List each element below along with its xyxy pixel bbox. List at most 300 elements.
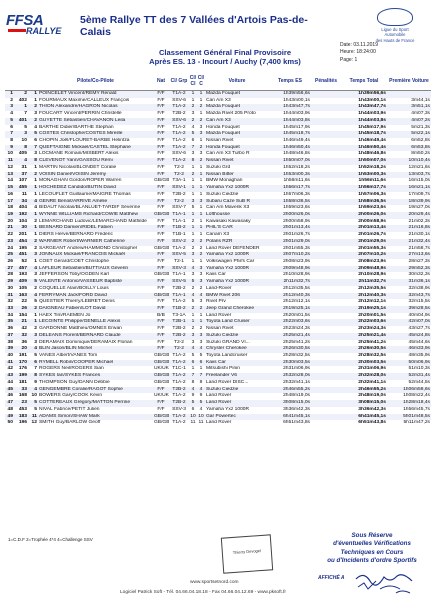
cell-col-number: 404 — [18, 205, 27, 211]
cell-col-class-group: T1A-2 — [172, 138, 186, 144]
cell-col-class-group: T1A-2 — [172, 420, 186, 426]
cell-col-class-class: 5 — [191, 299, 195, 305]
cell-col-rank: 45 — [5, 387, 14, 394]
cell-col-number: 451 — [14, 252, 28, 259]
cell-col-penalties — [311, 111, 341, 118]
cell-col-time-es: 1h45m18,7s — [269, 131, 311, 138]
cell-col-group-rank: 8 — [28, 373, 38, 380]
cell-col-rank: 41 — [5, 360, 14, 367]
cell-col-class-class: 5 — [189, 131, 197, 138]
header-col-class-class: Cl/ Cl — [189, 72, 197, 91]
cell-col-class-group: T2-2 — [169, 172, 189, 179]
cell-col-class-group: T1A-2 — [169, 104, 189, 111]
table-row — [5, 138, 431, 145]
cell-col-class-group: T1A-1 — [169, 293, 189, 300]
cell-col-nat: F/F — [157, 191, 165, 197]
header-col-number — [14, 72, 28, 91]
cell-col-total-time: 1h44m03,9s — [358, 111, 386, 117]
cell-col-car: Yamaha Yxz 1000R — [205, 279, 269, 286]
cell-col-total-time: 2h23m24,3s — [358, 326, 386, 332]
cell-col-class-c: 1 — [197, 212, 205, 219]
cell-col-rank: 23 — [5, 239, 14, 246]
cell-col-number: 31 — [21, 164, 27, 170]
cell-col-car: Nissan Bitter — [205, 172, 269, 179]
cell-col-group-rank: 2 — [28, 239, 38, 246]
cell-col-class-class: 2 — [191, 326, 195, 332]
cell-col-class-class: 3 — [191, 111, 195, 117]
cell-col-car: Land Rover DEFENDER — [206, 245, 260, 251]
cell-col-rank: 21 — [5, 225, 14, 232]
cell-col-time-es: 2h46m55,2s — [269, 387, 311, 394]
cell-col-class-group: T1A-2 — [169, 131, 189, 138]
cell-col-number: 36 — [21, 339, 27, 345]
cell-col-time-es: 1h52m18,2s — [283, 164, 310, 170]
reserve-line: ou d'Incidents d'ordre Sportifs — [327, 557, 417, 565]
cell-col-total-time: 1h45m18,7s — [341, 131, 387, 138]
table-row — [5, 199, 431, 206]
cell-col-rank: 31 — [5, 293, 14, 300]
cell-col-time-es: 2h30m03,5s — [269, 360, 311, 367]
cell-col-gap: 5m21,3s — [411, 124, 430, 130]
cell-col-rank: 4 — [10, 111, 13, 117]
cell-col-rank: 48 — [7, 406, 13, 412]
cell-col-rank: 42 — [7, 366, 13, 372]
cell-col-penalties — [311, 252, 341, 259]
reserve-line: Techniques en Cours — [340, 548, 404, 556]
cell-col-driver: GENRE Benoit/ARRIVE Amélie — [38, 199, 153, 206]
cell-col-group-rank: 3 — [28, 252, 38, 259]
cell-col-driver: COQUELLE Alain/BOILLY Louis — [39, 285, 109, 291]
cell-col-number: 42 — [21, 326, 27, 332]
cell-col-total-time: 1h52m18,2s — [358, 164, 386, 170]
cell-col-class-group: T1B-2 — [169, 306, 189, 313]
table-row — [5, 266, 431, 273]
header-col-driver: Pilote/Co-Pilote — [38, 72, 153, 91]
logo-text: FFSA — [6, 12, 44, 29]
header-col-time-es: Temps ES — [269, 72, 311, 91]
cell-col-total-time: 1h43m47,7s — [341, 104, 387, 111]
cell-col-driver: MARTIN Nicolas/BLONDET Coralie — [39, 164, 117, 170]
cell-col-total-time: 2h25m41,2s — [358, 339, 386, 345]
cell-col-group-rank: 10 — [31, 393, 37, 399]
page-label: Page: 1 — [340, 56, 358, 63]
cell-col-car: Gar Powertec — [205, 414, 269, 421]
cell-col-nat: F/F — [153, 118, 169, 125]
cell-col-group-rank: 6 — [34, 138, 37, 144]
cell-col-nat: F/F — [153, 400, 169, 407]
cell-col-penalties — [311, 199, 341, 206]
cell-col-total-time: 2h00m26,0s — [341, 212, 387, 219]
cell-col-class-c: 4 — [199, 406, 203, 412]
cell-col-group-rank: 1 — [28, 319, 38, 326]
cell-col-group-rank: 2 — [28, 118, 38, 125]
cell-col-rank: 15 — [5, 185, 14, 192]
cell-col-time-es: 1h56m17,7s — [269, 185, 311, 192]
cell-col-gap: 3m51,1s — [387, 104, 431, 111]
cell-col-class-group: T2B-2 — [169, 400, 189, 407]
cell-col-number: 401 — [14, 118, 28, 125]
cell-col-penalties — [311, 340, 341, 347]
table-row — [5, 380, 431, 387]
cell-col-car: Yamaha Yxz 1000R — [206, 406, 250, 412]
table-row — [5, 125, 431, 132]
cell-col-penalties — [311, 192, 341, 199]
cell-col-rank: 32 — [7, 299, 13, 305]
cell-col-time-es: 1h43m00,1s — [283, 97, 310, 103]
cell-col-total-time: 2h12m35,5s — [358, 285, 386, 291]
cell-col-class-group: T1A-2 — [172, 245, 186, 251]
cell-col-class-c: 2 — [197, 158, 205, 165]
reserve-line: d'éventuelles Vérifications — [333, 540, 411, 548]
cell-col-time-es: 1h57m06,3s — [283, 191, 310, 197]
cell-col-total-time: 2h08m23,9s — [358, 258, 386, 264]
cell-col-rank: 9 — [5, 145, 14, 152]
cell-col-gap: 17m09,7s — [408, 191, 430, 197]
cell-col-gap: 40m04,9s — [408, 312, 430, 318]
cell-col-class-group: T1A-2 — [172, 124, 186, 130]
cell-col-gap: 32m15,5s — [408, 299, 430, 305]
cell-col-total-time: 1h44m03,8s — [341, 118, 387, 125]
cell-col-penalties — [311, 158, 341, 165]
cell-col-class-group: SSV-5 — [169, 252, 189, 259]
cell-col-gap: 21m58,7s — [408, 245, 430, 251]
cell-col-class-class: 1 — [191, 312, 195, 318]
cell-col-car: Polaris RZR — [205, 239, 269, 246]
cell-col-group-rank: 1 — [34, 178, 37, 184]
cell-col-class-c: 4 — [197, 293, 205, 300]
cell-col-car: Nissan Rivet — [205, 158, 269, 165]
cell-col-group-rank: 5 — [28, 131, 38, 138]
cell-col-number: 107 — [18, 178, 27, 184]
cell-col-group-rank: 4 — [34, 205, 37, 211]
cell-col-car: Lofthousse — [205, 212, 269, 219]
cell-col-nat: GB/GB — [154, 178, 169, 184]
cell-col-class-class: 7 — [189, 145, 197, 152]
cell-col-total-time: 1h57m06,3s — [358, 191, 386, 197]
cell-col-nat: GB/GB — [154, 379, 169, 385]
cell-col-number: 201 — [18, 232, 27, 238]
cell-col-total-time: 2h32m28,0s — [341, 373, 387, 380]
cell-col-driver: THOMPSON Guy/DANN Debbie — [39, 379, 110, 385]
cell-col-gap: 21m02,3s — [408, 218, 430, 224]
classement-subtitle: Après ES. 13 - Incourt / Auchy (7,400 kms) — [149, 57, 301, 67]
cell-col-driver: BLIN Jason/BLIN Michel — [38, 346, 153, 353]
cell-col-penalties — [311, 239, 341, 246]
cell-col-time-es: 2h10m28,9s — [283, 272, 310, 278]
cell-col-group-rank: 5 — [34, 353, 37, 359]
cell-col-group-rank: 1 — [34, 97, 37, 103]
cell-col-class-class: 1 — [191, 366, 195, 372]
table-row — [5, 239, 431, 246]
cell-col-class-c: 1 — [197, 225, 205, 232]
cell-col-class-class: 1 — [189, 185, 197, 192]
cell-col-class-group: T1A-2 — [169, 373, 189, 380]
cell-col-group-rank: 3 — [34, 339, 37, 345]
cell-col-penalties — [311, 178, 341, 185]
cell-col-number: 183 — [14, 414, 28, 421]
cell-col-nat: GB/GB — [154, 292, 169, 298]
cell-col-class-c: 5 — [199, 353, 203, 359]
cell-col-time-es: 2h01m26,7s — [283, 232, 310, 238]
cell-col-penalties — [311, 313, 341, 320]
cell-col-time-es: 1h59m23,6s — [283, 205, 310, 211]
cell-col-number: 196 — [18, 420, 27, 426]
cell-col-rank: 50 — [7, 420, 13, 426]
cell-col-nat: GB/GB — [154, 373, 169, 379]
cell-col-driver: LAFLEUR Sebastien/BUTTIAUX Geverin — [38, 266, 153, 273]
header-col-penalties: Pénalités — [311, 72, 341, 91]
cell-col-class-group: T1B-2 — [169, 225, 189, 232]
cell-col-class-class: 4 — [189, 387, 197, 394]
cell-col-nat: F/F — [153, 387, 169, 394]
cell-col-gap: 6m53,8s — [387, 145, 431, 152]
cell-col-number: 405 — [18, 151, 27, 157]
cell-col-rank: 16 — [7, 191, 13, 197]
cell-col-penalties — [311, 380, 341, 387]
cell-col-class-class: 6 — [191, 406, 195, 412]
cell-col-gap: 29m52,3s — [387, 266, 431, 273]
cell-col-penalties — [311, 205, 341, 212]
cell-col-class-class: 2 — [189, 239, 197, 246]
cell-col-penalties — [311, 360, 341, 367]
cell-col-time-es: 2h19m25,1s — [269, 306, 311, 313]
cell-col-class-class: 3 — [191, 151, 195, 157]
cell-col-penalties — [311, 366, 341, 373]
cell-col-driver: JEFFERSON Toby/OGDEN Karl — [39, 272, 110, 278]
cell-col-total-time: 2h31m06,9s — [358, 366, 386, 372]
footer-text: Logiciel Patrick Soft - Tél. 04.66.04.18.18 - Fax 04.66.04.12.69 - www.pksoft.fr — [120, 590, 287, 595]
cell-col-rank: 19 — [5, 212, 14, 219]
cell-col-gap: 5m22,1s — [387, 131, 431, 138]
table-row — [5, 165, 431, 172]
ffsa-logo — [6, 12, 64, 44]
header-col-group-rank — [28, 72, 38, 91]
cell-col-car: Kaiis Car — [205, 360, 269, 367]
cell-col-class-c: 2 — [199, 285, 203, 291]
cell-col-nat: F/F — [157, 111, 165, 117]
cell-col-class-c: 3 — [197, 279, 205, 286]
cell-col-class-group: T1A-2 — [169, 91, 189, 98]
cell-col-car: Land-Rover — [206, 285, 232, 291]
table-row — [5, 400, 431, 407]
cell-col-rank: 22 — [7, 232, 13, 238]
cell-col-nat: F/F — [157, 232, 165, 238]
cell-col-class-c: 2 — [199, 245, 203, 251]
cell-col-class-c: 2 — [197, 118, 205, 125]
cell-col-total-time: 2h01m55,3s — [358, 245, 386, 251]
cell-col-group-rank: 1 — [34, 164, 37, 170]
cell-col-number: 170 — [14, 360, 28, 367]
cell-col-number: 34 — [14, 199, 28, 206]
cell-col-gap: 21m16,8s — [387, 225, 431, 232]
cell-col-car: Land Rover DISC... — [206, 379, 249, 385]
cell-col-nat: F/F — [157, 326, 165, 332]
cell-col-car: Kawasaki Kawasaky — [206, 218, 251, 224]
cell-col-class-class: 3 — [189, 252, 197, 259]
cell-col-time-es: 2h09m48,9s — [269, 266, 311, 273]
cell-col-driver: RYMELL Robin/COOPER Michael — [38, 360, 153, 367]
cell-col-class-group: T3A-1 — [172, 178, 186, 184]
table-row — [5, 192, 431, 199]
cell-col-group-rank: 4 — [28, 387, 38, 394]
cell-col-nat: GB/GB — [154, 353, 169, 359]
cell-col-nat: F/F — [153, 306, 169, 313]
cell-col-class-class: 1 — [189, 212, 197, 219]
cell-col-group-rank: 4 — [28, 266, 38, 273]
cell-col-nat: F/F — [157, 97, 165, 103]
cell-col-nat: GB/GB — [154, 420, 169, 426]
cell-col-group-rank: 3 — [34, 151, 37, 157]
cell-col-driver: HAEX Tim/RAEMEN Jo — [39, 312, 91, 318]
table-row — [5, 172, 431, 179]
cell-col-gap: 30m32,3s — [408, 272, 430, 278]
cell-col-penalties — [311, 125, 341, 132]
cell-col-class-c: 3 — [197, 131, 205, 138]
cell-col-class-group: T1A-1 — [169, 212, 189, 219]
cell-col-nat: B/B — [157, 312, 165, 318]
cell-col-total-time: 1h45m17,9s — [358, 124, 386, 130]
table-row — [5, 414, 431, 421]
cell-col-class-class: 2 — [191, 285, 195, 291]
cell-col-group-rank: 2 — [28, 172, 38, 179]
cell-col-driver: GARDONNE Matthieu/OMNES Erwan — [39, 326, 122, 332]
cell-col-car: Suzuki Ciedzie — [206, 191, 239, 197]
table-row — [5, 145, 431, 152]
cell-col-rank: 8 — [10, 138, 13, 144]
cell-col-nat: F/F — [153, 185, 169, 192]
cell-col-driver: WYNNE WILLIAMS Richard/COWIE Matthew — [38, 212, 153, 219]
cell-col-class-c: 2 — [197, 306, 205, 313]
cell-col-driver: SYKES Ian/SYKES Frances — [38, 373, 153, 380]
cell-col-nat: F/F — [157, 218, 165, 224]
cell-col-penalties — [311, 333, 341, 340]
cell-col-total-time: 2h12m12,1s — [358, 299, 386, 305]
cell-col-time-es: 2h32m28,0s — [269, 373, 311, 380]
cell-col-gap: 6m52,8s — [411, 138, 430, 144]
cell-col-nat: F/F — [153, 346, 169, 353]
cell-col-car: BMW Rivet 206 — [205, 293, 269, 300]
cell-col-rank: 14 — [7, 178, 13, 184]
cell-col-driver: DERAMAIX Dominique/DERAMAIX Florian — [39, 339, 133, 345]
cell-col-class-c: 1 — [199, 178, 203, 184]
cell-col-time-es: 2h08m23,9s — [283, 258, 310, 264]
cell-col-penalties — [311, 279, 341, 286]
cell-col-class-c: 3 — [197, 199, 205, 206]
cell-col-total-time: 2h46m55,2s — [341, 387, 387, 394]
cell-col-group-rank: 3 — [34, 272, 37, 278]
cell-col-rank: 3 — [5, 104, 14, 111]
cell-col-class-class: 1 — [191, 258, 195, 264]
stamp-text: Thierry Devogel — [232, 548, 262, 555]
cell-col-class-c: 1 — [199, 258, 203, 264]
cell-col-class-group: T2-2 — [173, 339, 185, 345]
cell-col-number: 32 — [14, 333, 28, 340]
cell-col-penalties — [311, 299, 341, 306]
cell-col-nat: F/F — [153, 239, 169, 246]
cell-col-group-rank: 4 — [34, 124, 37, 130]
cell-col-class-group: T1C-1 — [172, 366, 186, 372]
cell-col-car: Can Am X3 — [205, 118, 269, 125]
cell-col-class-class: 1 — [191, 191, 195, 197]
cell-col-penalties — [311, 400, 341, 407]
cell-col-group-rank: 1 — [34, 312, 37, 318]
league-line: des Hauts de France — [375, 37, 415, 43]
cell-col-class-class: 2 — [191, 218, 195, 224]
cell-col-class-group: T2B-2 — [172, 191, 186, 197]
cell-col-nat: F/F — [153, 145, 169, 152]
cell-col-rank: 39 — [5, 346, 14, 353]
cell-col-time-es: 2h00m26,0s — [269, 212, 311, 219]
cell-col-class-class: 10 — [190, 413, 196, 419]
cell-col-class-class: 5 — [189, 279, 197, 286]
cell-col-number: 168 — [18, 393, 27, 399]
cell-col-penalties — [311, 165, 341, 172]
cell-col-class-group: T1A-2 — [169, 145, 189, 152]
cell-col-total-time: 1h46m49,4s — [358, 138, 386, 144]
cell-col-group-rank: 3 — [34, 111, 37, 117]
cell-col-gap: 5h01m48,5s — [387, 414, 431, 421]
table-row — [5, 225, 431, 232]
cell-col-car: Nissan Rivet — [206, 138, 234, 144]
cell-col-class-c: 1 — [199, 218, 203, 224]
league-line: Automobile — [384, 32, 406, 38]
cell-col-penalties — [311, 387, 341, 394]
table-row — [5, 346, 431, 353]
cell-col-gap: 18m39,9s — [387, 199, 431, 206]
cell-col-total-time: 2h22m03,6s — [341, 319, 387, 326]
cell-col-penalties — [311, 232, 341, 239]
cell-col-penalties — [311, 104, 341, 111]
cell-col-class-c: 3 — [197, 266, 205, 273]
cell-col-class-class: 4 — [189, 293, 197, 300]
cell-col-class-class: 6 — [189, 360, 197, 367]
cell-col-nat: F/F — [157, 299, 165, 305]
cell-col-nat: F/F — [153, 333, 169, 340]
cell-col-time-es: 2h07m10,2s — [269, 252, 311, 259]
table-row — [5, 158, 431, 165]
cell-col-car: Freelander V6 — [205, 373, 269, 380]
cell-col-time-es: 3h08m15,0s — [269, 400, 311, 407]
cell-col-total-time: 1h50m07,0s — [341, 158, 387, 165]
cell-col-rank: 13 — [5, 172, 14, 179]
logo-red-bar — [8, 29, 26, 32]
cell-col-number: 1 — [14, 104, 28, 111]
table-row — [5, 299, 431, 306]
cell-col-driver: LOCMANE Romain/MISBERT Alexis — [39, 151, 119, 157]
cell-col-class-group: SSV-1 — [169, 185, 189, 192]
cell-col-nat: F/F — [157, 258, 165, 264]
cell-col-number: 199 — [14, 373, 28, 380]
cell-col-penalties — [311, 225, 341, 232]
cell-col-total-time: 1h56m17,7s — [341, 185, 387, 192]
cell-col-class-class: 6 — [191, 138, 195, 144]
cell-col-group-rank: 2 — [34, 245, 37, 251]
cell-col-class-group: T2-2 — [169, 346, 189, 353]
cell-col-class-group: T2-2 — [173, 164, 185, 170]
cell-col-gap: 1h28m18,4s — [387, 400, 431, 407]
table-row — [5, 293, 431, 300]
cell-col-car: Mazda Fouquet — [205, 131, 269, 138]
cell-col-gap: 39m28,5s — [387, 306, 431, 313]
table-row — [5, 272, 431, 279]
cell-col-nat: F/F — [157, 339, 165, 345]
cell-col-group-rank: 7 — [34, 366, 37, 372]
cell-col-time-es: 1h44m03,8s — [269, 118, 311, 125]
cell-col-nat: F/F — [157, 151, 165, 157]
cell-col-nat: GB/GB — [154, 211, 169, 217]
cell-col-car: Volkswagen Phil's Car — [206, 258, 255, 264]
cell-col-class-c: 3 — [199, 339, 203, 345]
